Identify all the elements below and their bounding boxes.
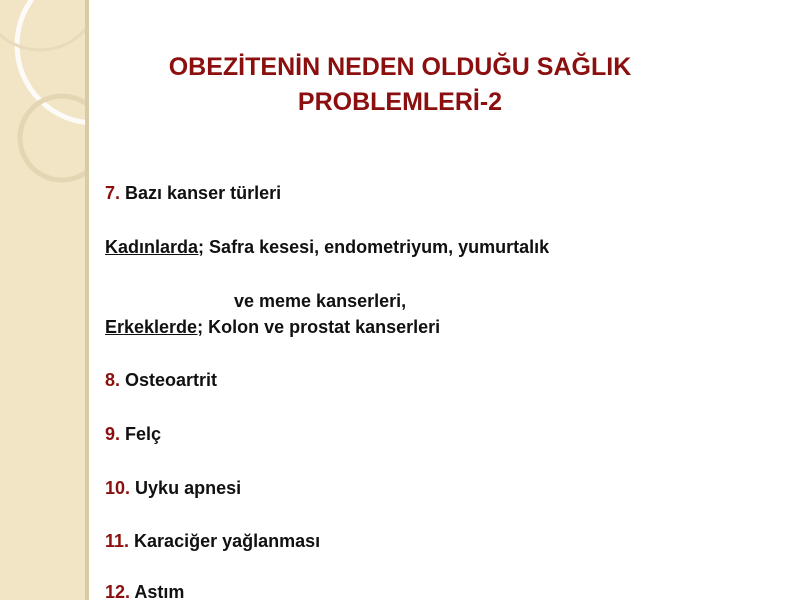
decorative-side-band	[0, 0, 85, 600]
list-item-10	[105, 478, 241, 499]
title-line-1: OBEZİTENİN NEDEN OLDUĞU SAĞLIK	[168, 53, 632, 81]
slide-title	[90, 50, 710, 120]
list-item-9	[105, 424, 161, 445]
women-continuation-text: ve meme kanserleri,	[234, 291, 407, 311]
item-number: 10.	[105, 478, 131, 498]
women-label: Kadınlarda;	[105, 237, 205, 257]
item-number: 12.	[105, 582, 131, 600]
item-text: Bazı kanser türleri	[125, 183, 282, 203]
men-label: Erkeklerde;	[105, 317, 204, 337]
item-text: Osteoartrit	[125, 370, 218, 390]
item-number: 9.	[105, 424, 121, 444]
item-text: Felç	[125, 424, 162, 444]
item-text: Uyku apnesi	[135, 478, 242, 498]
item-text: Astım	[134, 582, 185, 600]
side-band-edge	[85, 0, 89, 600]
item-text: Karaciğer yağlanması	[134, 531, 321, 551]
item-number: 11.	[105, 531, 130, 551]
title-line-2: PROBLEMLERİ-2	[297, 88, 503, 116]
item-number: 8.	[105, 370, 121, 390]
list-item-12	[105, 582, 184, 600]
men-line	[105, 317, 440, 338]
women-text: Safra kesesi, endometriyum, yumurtalık	[209, 237, 550, 257]
women-continuation	[234, 291, 406, 312]
women-line	[105, 237, 549, 258]
item-number: 7.	[105, 183, 121, 203]
list-item-8	[105, 370, 217, 391]
decorative-circles-icon	[0, 0, 85, 600]
list-item-11	[105, 531, 320, 552]
list-item-7	[105, 183, 281, 204]
men-text: Kolon ve prostat kanserleri	[208, 317, 441, 337]
